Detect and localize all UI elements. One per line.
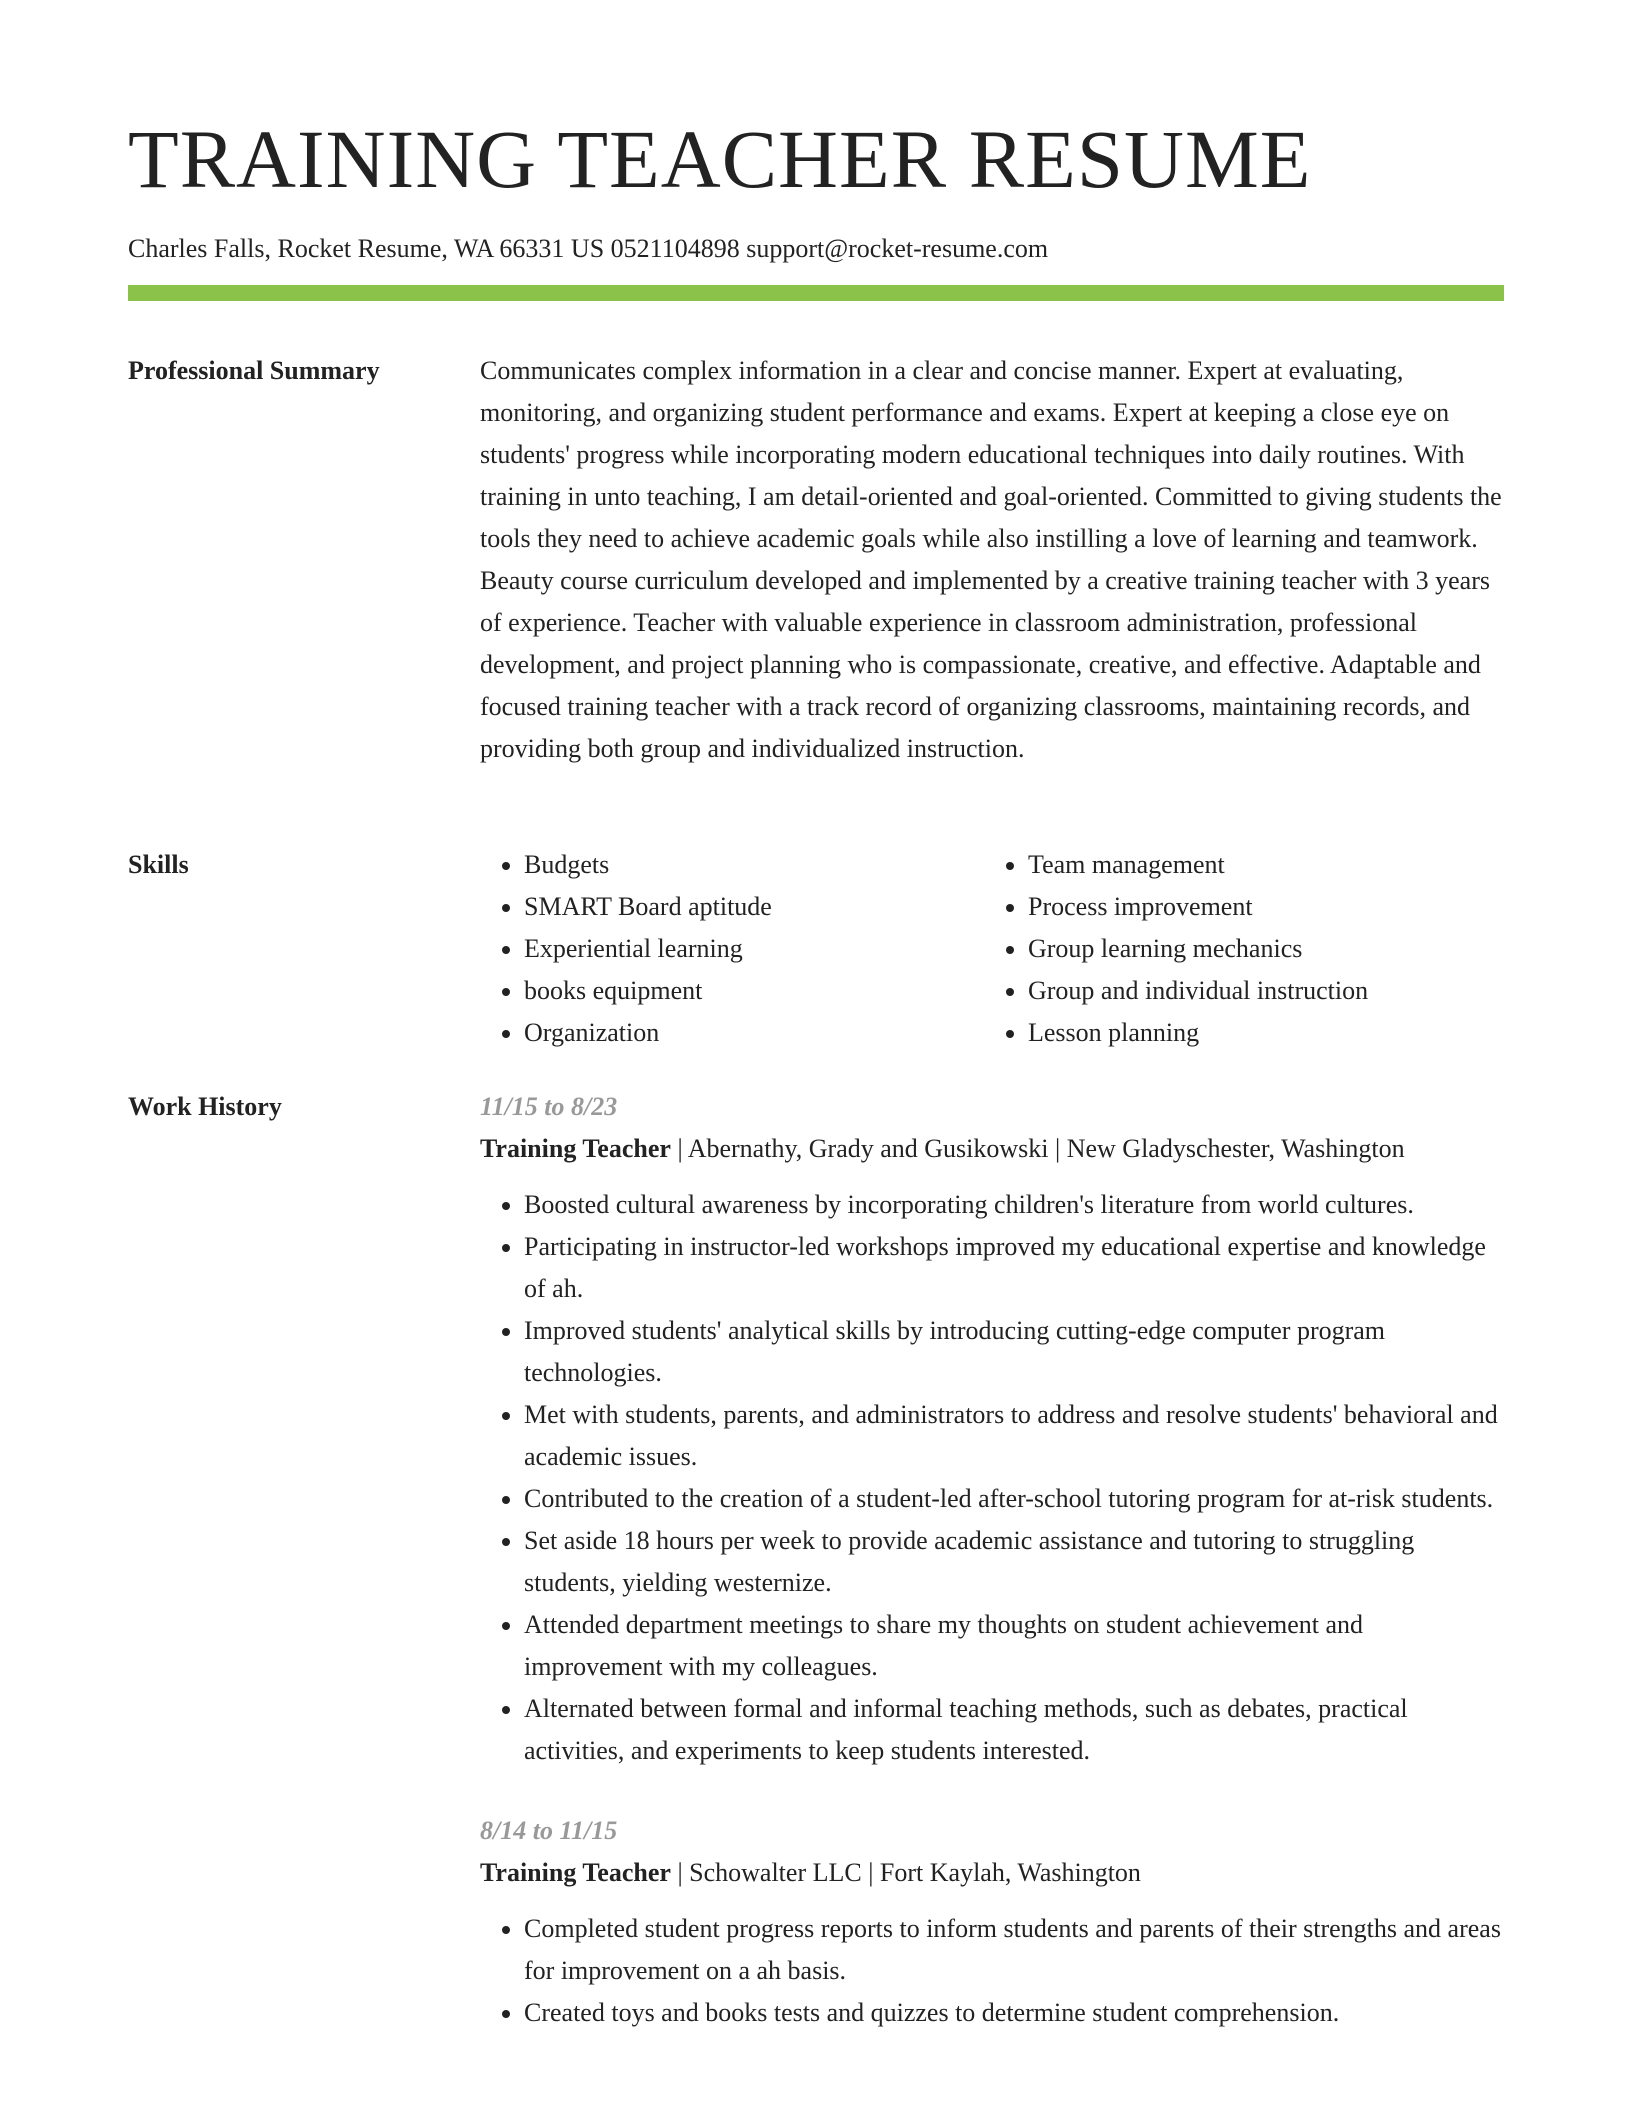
skill-item: • Budgets [524,844,984,886]
contact-line: Charles Falls, Rocket Resume, WA 66331 US 0521104898 support@rocket-resume.com [128,234,1049,263]
job-bullet: • Met with students, parents, and administrators to address and resolve students' behavioral and academic issues. [524,1394,1504,1478]
job-entry [480,1810,1504,2034]
job-bullet: • Alternated between formal and informal teaching methods, such as debates, practical activities, and experiments to keep students interested. [524,1688,1504,1772]
summary-section [480,350,1504,770]
job-details: | Abernathy, Grady and Gusikowski | New Gladyschester, Washington [670,1134,1405,1163]
job-bullet: • Participating in instructor-led workshops improved my educational expertise and knowledge of ah. [524,1226,1504,1310]
job-bullet: • Improved students' analytical skills by introducing cutting-edge computer program technologies. [524,1310,1504,1394]
job-dates: 8/14 to 11/15 [480,1816,618,1845]
job-bullet: • Contributed to the creation of a student-led after-school tutoring program for at-risk students. [524,1478,1504,1520]
skills-label: Skills [128,850,189,879]
job-bullets [480,1184,1504,1772]
job-heading [480,1852,1504,1894]
skill-item: • Group and individual instruction [1028,970,1488,1012]
job-bullet: • Set aside 18 hours per week to provide academic assistance and tutoring to struggling students, yielding westernize. [524,1520,1504,1604]
job-details: | Schowalter LLC | Fort Kaylah, Washington [670,1858,1141,1887]
job-title: Training Teacher [480,1858,671,1887]
skill-item: • Process improvement [1028,886,1488,928]
job-heading [480,1128,1504,1170]
job-title: Training Teacher [480,1134,671,1163]
skill-item: • Team management [1028,844,1488,886]
skill-item: • Experiential learning [524,928,984,970]
resume-title: TRAINING TEACHER RESUME [128,113,1312,205]
accent-divider [128,285,1504,301]
summary-label: Professional Summary [128,356,380,385]
skill-item: • SMART Board aptitude [524,886,984,928]
skills-section [480,844,1504,1054]
skill-item: • Lesson planning [1028,1012,1488,1054]
job-entry [480,1086,1504,1772]
skills-list-right [984,844,1488,1054]
work-history-label: Work History [128,1092,282,1121]
job-bullet: • Attended department meetings to share my thoughts on student achievement and improvement with my colleagues. [524,1604,1504,1688]
job-bullet: • Boosted cultural awareness by incorporating children's literature from world cultures. [524,1184,1504,1226]
job-bullet: • Created toys and books tests and quizzes to determine student comprehension. [524,1992,1504,2034]
skills-list-left [480,844,984,1054]
skill-item: • books equipment [524,970,984,1012]
skills-columns [480,844,1504,1054]
job-bullets [480,1908,1504,2034]
job-dates: 11/15 to 8/23 [480,1092,618,1121]
work-history-section [480,1086,1504,2072]
summary-text: Communicates complex information in a clear and concise manner. Expert at evaluating, monitoring, and organizing student performance and exams. Expert at keeping a close eye on students' progress while incorporating modern educational techniques into daily routines. With training in unto teaching, I am detail-oriented and goal-oriented. Committed to giving students the tools they need to achieve academic goals while also instilling a love of learning and teamwork. Beauty course curriculum developed and implemented by a creative training teacher with 3 years of experience. Teacher with valuable experience in classroom administration, professional development, and project planning who is compassionate, creative, and effective. Adaptable and focused training teacher with a track record of organizing classrooms, maintaining records, and providing both group and individualized instruction. [480,356,1502,763]
job-bullet: • Completed student progress reports to inform students and parents of their strengths and areas for improvement on a ah basis. [524,1908,1504,1992]
skill-item: • Organization [524,1012,984,1054]
skill-item: • Group learning mechanics [1028,928,1488,970]
